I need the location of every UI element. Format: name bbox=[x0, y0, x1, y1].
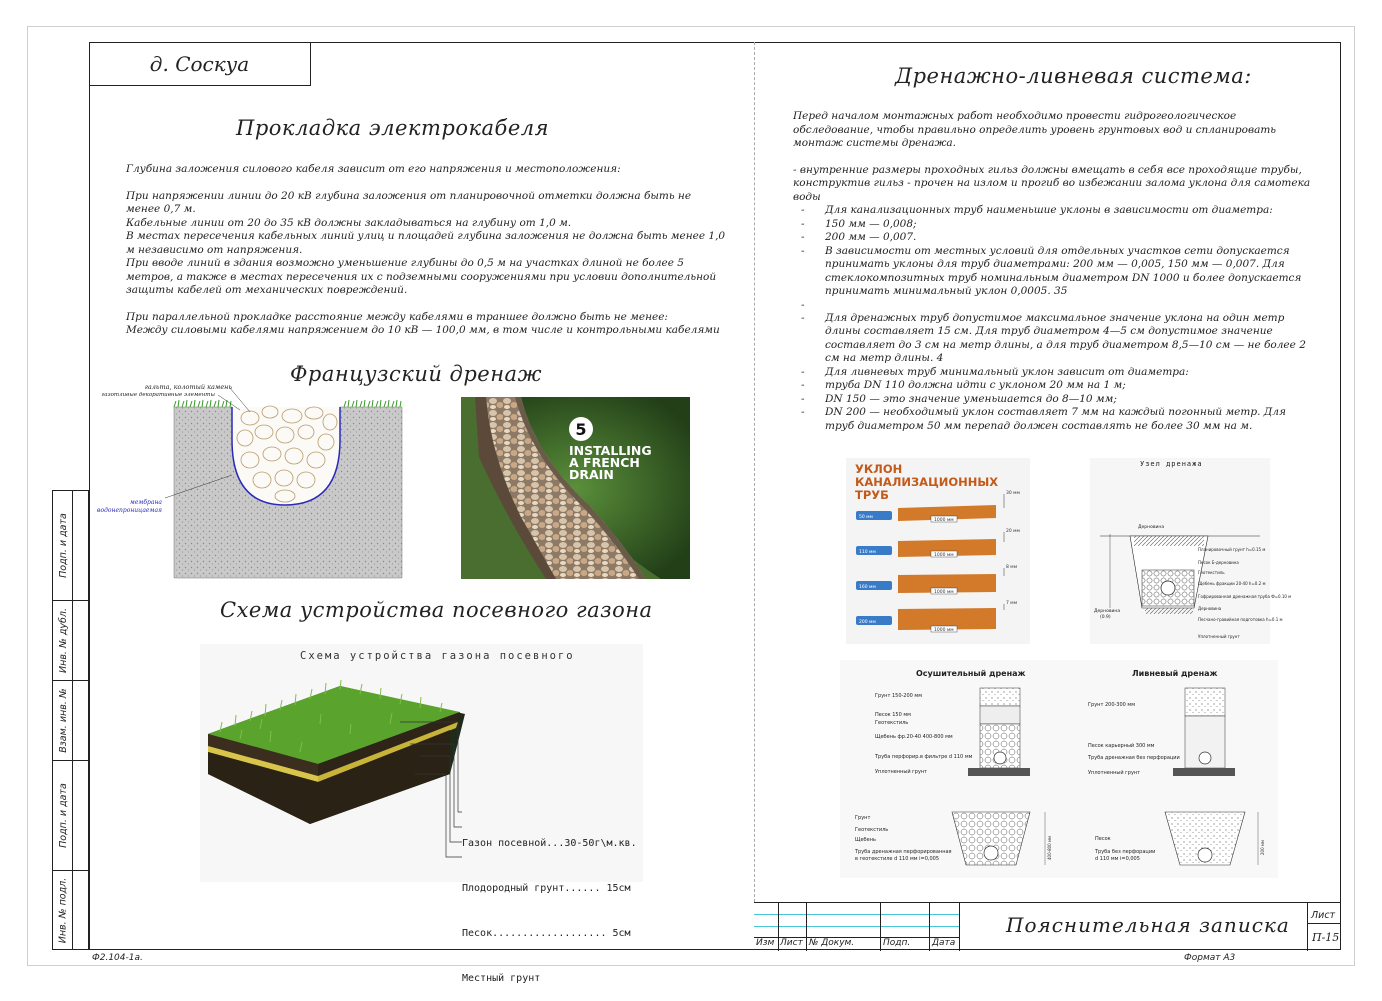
sheet-number: П-15 bbox=[1312, 931, 1340, 944]
node-label-4: Щебень фракции 20-40 h=0.2 м bbox=[1198, 581, 1266, 586]
cable-p1: Глубина заложения силового кабеля зависит от его напряжения и местоположения: bbox=[126, 163, 621, 175]
label-membrane-1: мембрана bbox=[129, 499, 162, 506]
node-left-label-1: Дерновина bbox=[1094, 609, 1121, 614]
pipe-row bbox=[856, 568, 1004, 594]
pipe-drop-1: 30 мм bbox=[1006, 491, 1020, 496]
drainage-list bbox=[793, 204, 1311, 433]
drainage-title: Дренажно-ливневая система: bbox=[895, 64, 1252, 88]
drain-dim-left: 400-800 мм bbox=[1047, 835, 1052, 860]
drainage-item-3: - 200 мм — 0,007. bbox=[793, 231, 1311, 245]
pipe-slope-title-1: УКЛОН bbox=[855, 462, 903, 476]
drain-br-label-1: Песок bbox=[1095, 836, 1111, 842]
lawn-legend-1: Газон посевной...30-50г\м.кв. bbox=[462, 838, 637, 849]
drainage-intro: Перед началом монтажных работ необходимо провести гидрогеологическое обследование, чтобы правильно определить уровень грунтовых вод и спланировать монтаж системы дренажа. bbox=[793, 110, 1277, 149]
drain-node-drawing bbox=[1090, 458, 1292, 644]
pipe-slope-title-3: ТРУБ bbox=[855, 488, 889, 502]
drain-bl-label-4: Труба дренажная перфорированная bbox=[855, 849, 952, 855]
drain-right-label-2: Песок карьерный 300 мм bbox=[1088, 743, 1155, 749]
sidebar-cell bbox=[53, 681, 88, 761]
pipe-dia-1: 50 мм bbox=[859, 515, 873, 520]
sidebar-label-5: Инв. № подл. bbox=[57, 877, 69, 943]
drain-bl-label-5: в геотекстиле d 110 мм i=0,005 bbox=[855, 856, 940, 862]
drainage-item-6: - Для дренажных труб допустимое максимальное значение уклона на один метр длины составляет 15 см. Для труб диаметром 4—5 см допустимое значение составляет до 3 см на метр длины, а для труб диаметром 8,5—10 см — не более 2 см на метр длины. 4 bbox=[793, 312, 1311, 366]
photo-number: 5 bbox=[575, 420, 587, 439]
drain-node-title: Узел дренажа bbox=[1140, 460, 1203, 468]
drainage-item-8: - труба DN 110 должна идти с уклоном 20 мм на 1 м; bbox=[793, 379, 1311, 393]
cable-p6: При параллельной прокладке расстояние между кабелями в траншее должно быть не менее: bbox=[126, 310, 668, 323]
pipe-dia-2: 110 мм bbox=[859, 550, 876, 555]
pipe-slope-title-2: КАНАЛИЗАЦИОННЫХ bbox=[855, 475, 999, 489]
pipe-dia-3: 160 мм bbox=[859, 585, 876, 590]
lawn-legend-2: Плодородный грунт...... 15см bbox=[462, 883, 631, 894]
drainage-item-9: - DN 150 — это значение уменьшается до 8—10 мм; bbox=[793, 393, 1311, 407]
pipe-len-3: 1000 мм bbox=[934, 590, 954, 595]
photo-caption-1: INSTALLING bbox=[569, 443, 652, 458]
cable-p4: В местах пересечения кабельных линий улиц и площадей глубина заложения не должна быть менее 1,0 м независимо от напряжения. bbox=[126, 230, 726, 256]
sidebar-stamp bbox=[52, 490, 89, 950]
cable-text bbox=[126, 163, 726, 338]
tb-head-doc: № Докум. bbox=[809, 938, 855, 948]
lawn-legend-3: Песок................... 5см bbox=[462, 928, 631, 939]
lawn-legend bbox=[462, 806, 637, 1001]
drain-right-label-1: Грунт 200-300 мм bbox=[1088, 702, 1135, 708]
cable-p2: При напряжении линии до 20 кВ глубина заложения от планировочной отметки должна быть не менее 0,7 м. bbox=[126, 189, 692, 215]
drain-left-label-3: Геотекстиль bbox=[875, 720, 909, 726]
photo-caption-2: A FRENCH bbox=[569, 455, 640, 470]
drainage-intro2: - внутренние размеры проходных гильз должны вмещать в себя все проходящие трубы, конструктив гильз - прочен на излом и прогиб во избежании залома уклона для самотека воды bbox=[793, 163, 1311, 203]
node-top-label: Дерновина bbox=[1138, 525, 1165, 530]
form-code: Ф2.104-1а. bbox=[92, 953, 143, 963]
node-label-6: Дерновина bbox=[1198, 606, 1222, 611]
pipe-drop-4: 7 мм bbox=[1006, 601, 1018, 606]
node-label-5: Гофрированная дренажная труба Ф=0.10 м bbox=[1198, 594, 1292, 599]
tb-head-date: Дата bbox=[932, 938, 956, 948]
french-drain-section bbox=[97, 380, 410, 585]
drain-right-label-3: Труба дренажная без перфорации bbox=[1088, 755, 1180, 761]
sidebar-cell bbox=[53, 601, 88, 681]
tb-head-sign: Подп. bbox=[883, 938, 911, 948]
drainage-item-4: - В зависимости от местных условий для отдельных участков сети допускается принимать уклоны для труб диаметрами: 200 мм — 0,005, 150 мм — 0,007. Для стеклокомпозитных труб номинальным диаметром DN 1000 и более допускается принимать минимальный уклон 0,0005. 35 bbox=[793, 245, 1311, 299]
drainage-item-7: - Для ливневых труб минимальный уклон зависит от диаметра: bbox=[793, 366, 1311, 380]
lawn-legend-4: Местный грунт bbox=[462, 973, 541, 984]
node-left-label-2: (0.9) bbox=[1100, 615, 1111, 620]
node-label-1: Планировочный грунт h=0.15 м bbox=[1198, 547, 1266, 552]
node-label-8: Уплотненный грунт bbox=[1198, 634, 1240, 639]
sidebar-label-4: Подп. и дата bbox=[57, 783, 69, 848]
drain-bl-label-2: Геотекстиль bbox=[855, 827, 889, 833]
pipe-row bbox=[856, 494, 1004, 522]
label-gravel: гальта, колотый камень bbox=[144, 383, 232, 391]
lawn-title: Схема устройства посевного газона bbox=[220, 598, 653, 622]
lawn-diagram-title: Схема устройства газона посевного bbox=[300, 650, 575, 662]
pipe-drop-2: 20 мм bbox=[1006, 529, 1020, 534]
page-divider bbox=[754, 42, 755, 902]
drainage-item-10: - DN 200 — необходимый уклон составляет 7 мм на каждый погонный метр. Для труб диаметром 50 мм перепад должен составлять не более 30 мм на м. bbox=[793, 406, 1311, 433]
drainage-item-1: - Для канализационных труб наименьшие уклоны в зависимости от диаметра: bbox=[793, 204, 1311, 218]
paper-format: Формат А3 bbox=[1184, 953, 1236, 963]
drain-bl-label-3: Щебень bbox=[855, 837, 876, 843]
drainage-item-5 bbox=[793, 299, 1311, 312]
pipe-len-2: 1000 мм bbox=[934, 553, 954, 558]
sidebar-cell bbox=[53, 491, 88, 601]
sidebar-label-2: Инв. № дубл. bbox=[57, 608, 69, 673]
french-drain-photo bbox=[461, 397, 690, 579]
drain-br-label-3: d 110 мм i=0,005 bbox=[1095, 856, 1140, 862]
label-decor: газотливые декоративные элементы bbox=[101, 392, 215, 398]
location-stamp: д. Соскуа bbox=[89, 42, 311, 86]
sidebar-label-1: Подп. и дата bbox=[57, 513, 69, 578]
tb-head-list: Лист bbox=[780, 938, 803, 948]
drain-left-label-2: Песок 150 мм bbox=[875, 712, 911, 718]
drain-types-drawing bbox=[840, 660, 1278, 878]
drain-left-label-4: Щебень фр.20-40 400-800 мм bbox=[875, 734, 953, 740]
photo-caption-3: DRAIN bbox=[569, 467, 614, 482]
drain-right-label-4: Уплотненный грунт bbox=[1088, 770, 1141, 776]
drain-br-label-2: Труба без перфорации bbox=[1095, 849, 1156, 855]
cable-p7: Между силовыми кабелями напряжением до 10 кВ — 100,0 мм, в том числе и контрольными кабелями bbox=[126, 324, 720, 336]
title-block bbox=[754, 902, 1341, 951]
tb-head-izm: Изм bbox=[756, 938, 775, 948]
pipe-row bbox=[856, 532, 1004, 557]
drain-left-title: Осушительный дренаж bbox=[916, 669, 1026, 678]
drain-left-label-6: Уплотненный грунт bbox=[875, 769, 928, 775]
cable-p5: При вводе линий в здания возможно уменьшение глубины до 0,5 м на участках длиной не более 5 метров, а также в местах пересечения их с подземными сооружениями при условии дополнительной защиты кабелей от механических повреждений. bbox=[126, 257, 717, 296]
sheet-label: Лист bbox=[1311, 910, 1336, 921]
drainage-item-2: - 150 мм — 0,008; bbox=[793, 218, 1311, 232]
pipe-drop-3: 8 мм bbox=[1006, 565, 1018, 570]
pipe-dia-4: 200 мм bbox=[859, 620, 876, 625]
pipe-len-4: 1000 мм bbox=[934, 628, 954, 633]
pipe-slope-drawing bbox=[846, 458, 1030, 644]
french-drain-title: Французский дренаж bbox=[290, 362, 542, 386]
drain-left-label-5: Труба перфорир.в фильтре d 110 мм bbox=[875, 754, 973, 760]
drain-bl-label-1: Грунт bbox=[855, 815, 871, 821]
node-label-2: Песок Б-дерновина bbox=[1198, 560, 1239, 565]
drain-left-label-1: Грунт 150-200 мм bbox=[875, 693, 922, 699]
label-membrane-2: водонепроницаемая bbox=[97, 507, 162, 514]
node-label-3: Геотекстиль bbox=[1198, 570, 1225, 575]
sidebar-label-3: Взам. инв. № bbox=[57, 688, 69, 753]
doc-title: Пояснительная записка bbox=[1006, 913, 1290, 937]
sidebar-cell bbox=[53, 871, 88, 949]
cable-p3: Кабельные линии от 20 до 35 кВ должны закладываться на глубину от 1,0 м. bbox=[126, 216, 572, 229]
pipe-len-1: 1000 мм bbox=[934, 518, 954, 523]
cable-title: Прокладка электрокабеля bbox=[236, 116, 550, 140]
drain-right-title: Ливневый дренаж bbox=[1132, 669, 1218, 678]
drainage-text bbox=[793, 110, 1311, 433]
node-label-7: Песчано-гравийная подготовка h=0.1 м bbox=[1198, 617, 1283, 622]
sidebar-cell bbox=[53, 761, 88, 871]
drain-dim-right: 200 мм bbox=[1260, 840, 1265, 855]
pipe-row bbox=[856, 604, 1004, 632]
